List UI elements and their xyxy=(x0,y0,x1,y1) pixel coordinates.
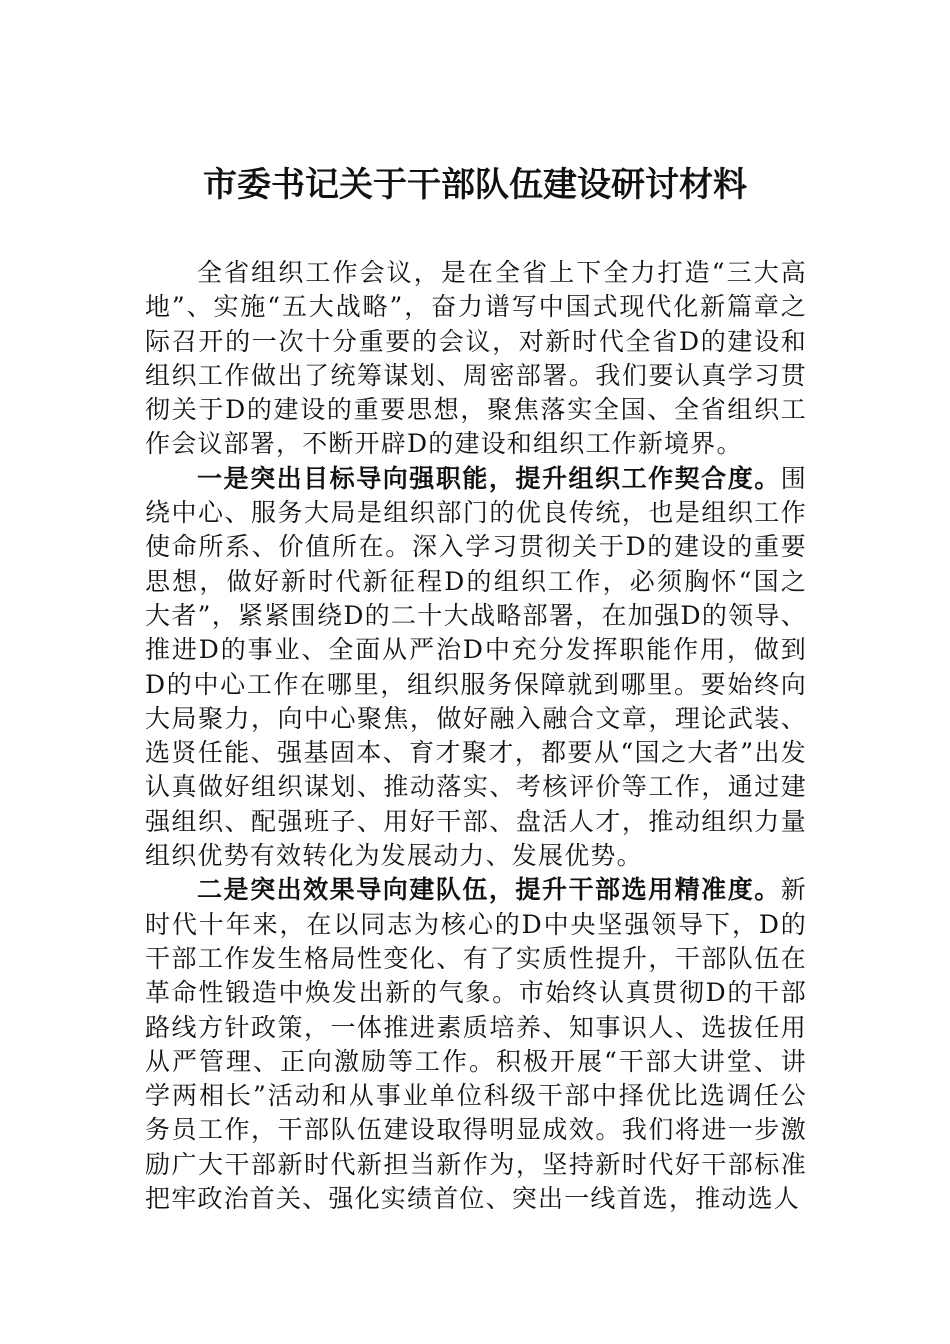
paragraph-text: 全省组织工作会议，是在全省上下全力打造“三大高地”、实施“五大战略”，奋力谱写中国式现代化新篇章之际召开的一次十分重要的会议，对新时代全省D的建设和组织工作做出了统筹谋划、周密部署。我们要认真学习贯彻关于D的建设的重要思想，聚焦落实全国、全省组织工作会议部署，不断开辟D的建设和组织工作新境界。 xyxy=(145,258,807,459)
document-body xyxy=(145,256,807,1216)
paragraph-lead: 二是突出效果导向建队伍，提升干部选用精准度。 xyxy=(197,875,781,905)
paragraph-text: 新时代十年来，在以同志为核心的D中央坚强领导下，D的干部工作发生格局性变化、有了实质性提升，干部队伍在革命性锻造中焕发出新的气象。市始终认真贯彻D的干部路线方针政策，一体推进素质培养、知事识人、选拔任用从严管理、正向激励等工作。积极开展“干部大讲堂、讲学两相长”活动和从事业单位科级干部中择优比选调任公务员工作，干部队伍建设取得明显成效。我们将进一步激励广大干部新时代新担当新作为，坚持新时代好干部标准把牢政治首关、强化实绩首位、突出一线首选，推动选人 xyxy=(145,875,807,1214)
document-title: 市委书记关于干部队伍建设研讨材料 xyxy=(203,165,747,205)
paragraph-point-two xyxy=(145,873,807,1216)
paragraph-text: 围绕中心、服务大局是组织部门的优良传统，也是组织工作使命所系、价值所在。深入学习贯彻关于D的建设的重要思想，做好新时代新征程D的组织工作，必须胸怀“国之大者”，紧紧围绕D的二十大战略部署，在加强D的领导、推进D的事业、全面从严治D中充分发挥职能作用，做到D的中心工作在哪里，组织服务保障就到哪里。要始终向大局聚力，向中心聚焦，做好融入融合文章，理论武装、选贤任能、强基固本、育才聚才，都要从“国之大者”出发认真做好组织谋划、推动落实、考核评价等工作，通过建强组织、配强班子、用好干部、盘活人才，推动组织力量组织优势有效转化为发展动力、发展优势。 xyxy=(145,463,807,871)
paragraph-intro xyxy=(145,256,807,462)
paragraph-lead: 一是突出目标导向强职能，提升组织工作契合度。 xyxy=(197,463,781,493)
paragraph-point-one xyxy=(145,462,807,874)
